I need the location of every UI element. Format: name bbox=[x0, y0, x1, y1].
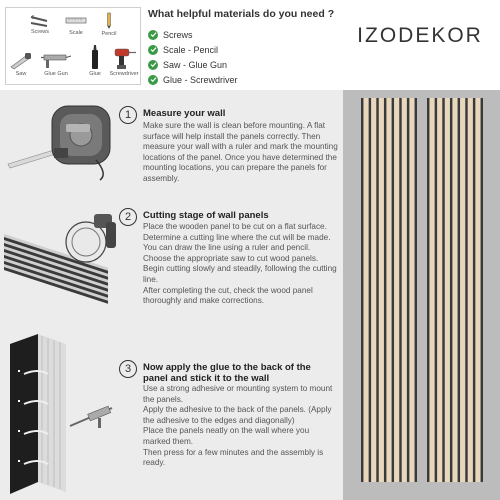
check-icon bbox=[148, 60, 158, 70]
tool-label: Glue Gun bbox=[44, 71, 68, 77]
tool-screws bbox=[26, 14, 54, 35]
wood-slat bbox=[475, 98, 480, 482]
wood-slat bbox=[460, 98, 465, 482]
material-item bbox=[148, 27, 348, 42]
wood-slat bbox=[429, 98, 434, 482]
check-icon bbox=[148, 45, 158, 55]
step-body: Make sure the wall is clean before mounting. A flat surface will help install the panels correctly. Then measure your wall with a ruler and mark the mounting locations of the panel. Once you have determined the mounting locations, you can prepare the panels for assembly. bbox=[143, 121, 338, 183]
wood-slat bbox=[402, 98, 407, 482]
tool-label: Scale bbox=[69, 30, 83, 36]
wood-slat bbox=[371, 98, 376, 482]
wood-slat bbox=[452, 98, 457, 482]
tool-label: Screwdriver bbox=[109, 71, 139, 77]
materials-title: What helpful materials do you need ? bbox=[148, 8, 335, 20]
pencil-icon bbox=[105, 12, 113, 30]
tool-glue bbox=[84, 44, 106, 77]
step-title: Now apply the glue to the back of the panel and stick it to the wall bbox=[143, 362, 311, 384]
materials-list bbox=[148, 8, 348, 87]
material-label: Glue - Screwdriver bbox=[163, 74, 238, 85]
wood-slat bbox=[379, 98, 384, 482]
brand-logo: IZODEKOR bbox=[357, 24, 483, 47]
step-body: Use a strong adhesive or mounting system to mount the panels. Apply the adhesive to the back of the panels. (Apply the adhesive to the edges and diagonally) Place the panels neatly on the wall where you marked them. Then press for a few minutes and the assembly is ready. bbox=[143, 384, 333, 468]
screws-icon bbox=[29, 14, 51, 28]
saw-icon bbox=[9, 52, 33, 70]
tool-pencil bbox=[96, 12, 122, 37]
wood-slat bbox=[409, 98, 414, 482]
tool-saw bbox=[8, 52, 34, 77]
material-item bbox=[148, 72, 348, 87]
tool-label: Glue bbox=[89, 71, 101, 77]
check-icon bbox=[148, 75, 158, 85]
tools-box bbox=[5, 7, 141, 85]
step-number: 2 bbox=[119, 208, 137, 226]
panel-saw-illustration bbox=[2, 208, 120, 320]
material-label: Screws bbox=[163, 29, 193, 40]
step-number: 1 bbox=[119, 106, 137, 124]
screwdriver-icon bbox=[111, 46, 137, 70]
material-label: Saw - Glue Gun bbox=[163, 59, 228, 70]
material-item bbox=[148, 42, 348, 57]
slat-panel-left bbox=[361, 98, 417, 482]
check-icon bbox=[148, 30, 158, 40]
wood-slat bbox=[468, 98, 473, 482]
tape-measure-illustration bbox=[4, 100, 116, 184]
wood-slat bbox=[445, 98, 450, 482]
step-title: Measure your wall bbox=[143, 108, 226, 119]
tool-label: Screws bbox=[30, 29, 50, 35]
tool-label: Saw bbox=[15, 71, 27, 77]
tool-screwdriver bbox=[108, 46, 140, 77]
instructions-section bbox=[0, 90, 500, 500]
wood-slat bbox=[386, 98, 391, 482]
scale-icon bbox=[65, 17, 87, 25]
tool-glue-gun bbox=[38, 50, 74, 77]
material-label: Scale - Pencil bbox=[163, 44, 219, 55]
wood-slat bbox=[363, 98, 368, 482]
glue-bottle-icon bbox=[90, 44, 100, 70]
step-number: 3 bbox=[119, 360, 137, 378]
material-item bbox=[148, 57, 348, 72]
glue-gun-icon bbox=[40, 50, 72, 70]
wood-slat bbox=[437, 98, 442, 482]
panel-preview bbox=[343, 90, 500, 500]
slat-panel-right bbox=[427, 98, 483, 482]
step-title: Cutting stage of wall panels bbox=[143, 210, 269, 221]
header-band bbox=[0, 0, 500, 90]
panel-glue-illustration bbox=[4, 330, 116, 496]
step-body: Place the wooden panel to be cut on a flat surface. Determine a cutting line where the cut will be made. You can draw the line using a ruler and pencil. Choose the appropriate saw to cut wood panels. Begin cutting slowly and steadily, following the cutting line. After completing the cut, check the wood panel thoroughly and make corrections. bbox=[143, 222, 337, 306]
tool-scale bbox=[62, 17, 90, 36]
tool-label: Pencil bbox=[101, 31, 117, 37]
wood-slat bbox=[394, 98, 399, 482]
